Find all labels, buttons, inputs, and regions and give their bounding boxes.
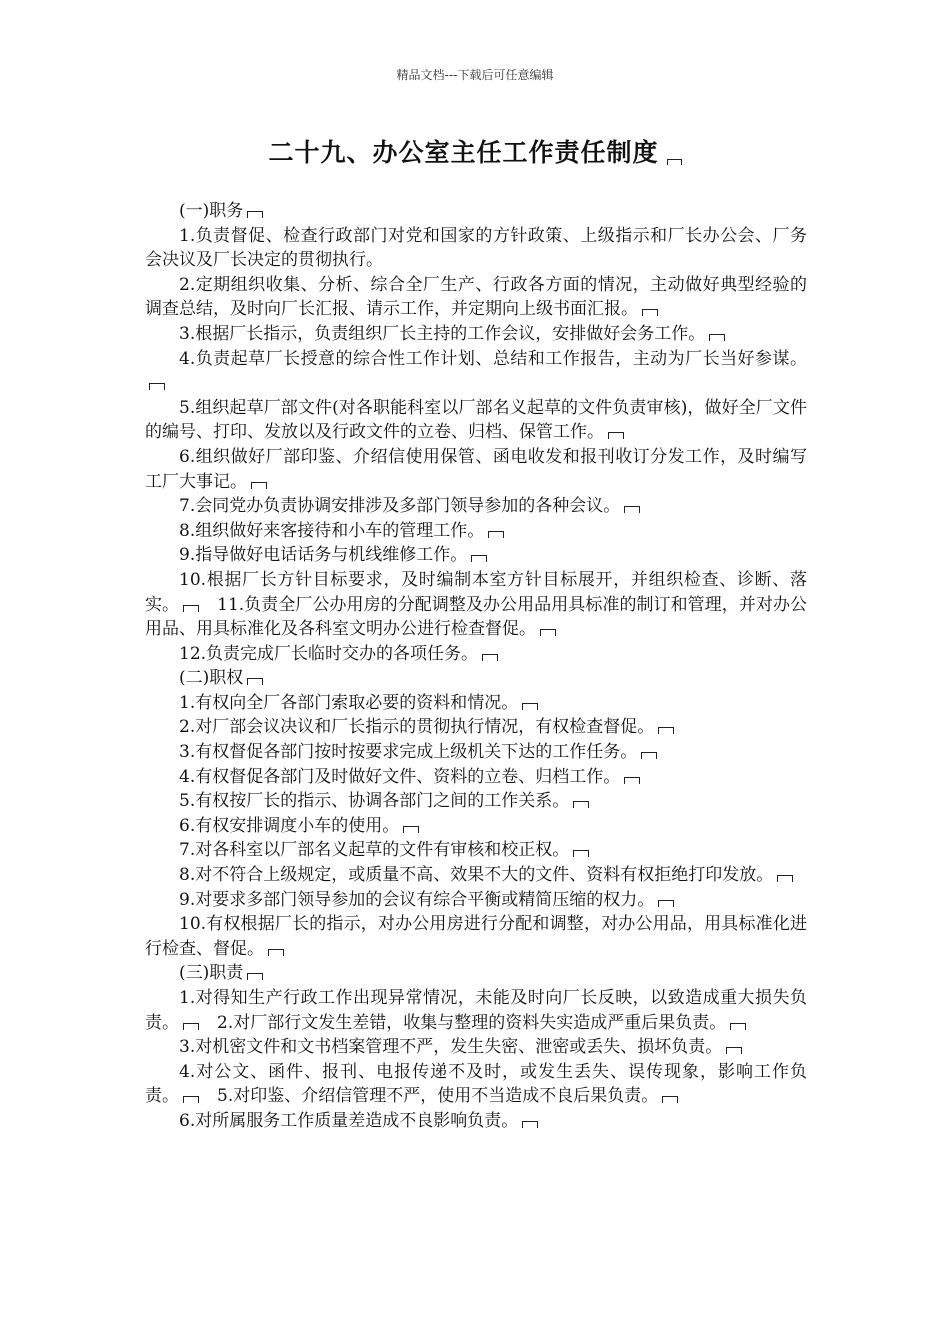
document-title: [0, 133, 950, 169]
paragraph: 1.对得知生产行政工作出现异常情况，未能及时向厂长反映，以致造成重大损失负责。 2.对厂部行文发生差错，收集与整理的资料失实造成严重后果负责。: [145, 988, 807, 1033]
paragraph-mark-icon: [573, 801, 589, 808]
paragraph-mark-icon: [482, 654, 498, 661]
paragraph-mark-icon: [608, 432, 624, 439]
paragraph: 9.对要求多部门领导参加的会议有综合平衡或精简压缩的权力。: [145, 888, 807, 913]
paragraph: 6.对所属服务工作质量差造成不良影响负责。: [145, 1109, 807, 1134]
paragraph-mark-icon: [573, 850, 589, 857]
paragraph: 4.负责起草厂长授意的综合性工作计划、总结和工作报告，主动为厂长当好参谋。: [145, 347, 807, 396]
paragraph: 12.负责完成厂长临时交办的各项任务。: [145, 642, 807, 667]
paragraph: 6.有权安排调度小车的使用。: [145, 814, 807, 839]
paragraph-mark-icon: [540, 629, 556, 636]
paragraph-mark-icon: [247, 211, 263, 218]
paragraph: 9.指导做好电话话务与机线维修工作。: [145, 543, 807, 568]
paragraph: 10.根据厂长方针目标要求，及时编制本室方针目标展开，并组织检查、诊断、落实。 11.负责全厂公办用房的分配调整及办公用品用具标准的制订和管理，并对办公用品、用具标准化及各科室文明办公进行检查督促。: [145, 569, 808, 640]
paragraph-mark-icon: [726, 1047, 742, 1054]
paragraph: 2.对厂部会议决议和厂长指示的贯彻执行情况，有权检查督促。: [145, 715, 807, 740]
paragraph-mark-icon: [522, 1121, 538, 1128]
paragraph: 7.对各科室以厂部名义起草的文件有审核和校正权。: [145, 838, 807, 863]
paragraph-mark-icon: [709, 334, 725, 341]
section-heading-duties: (一)职务: [145, 199, 807, 224]
paragraph: 3.对机密文件和文书档案管理不严，发生失密、泄密或丢失、损坏负责。: [145, 1035, 807, 1060]
paragraph-mark-icon: [403, 826, 419, 833]
paragraph-mark-icon: [777, 875, 793, 882]
paragraph-mark-icon: [183, 1096, 199, 1103]
paragraph-mark-icon: [471, 555, 487, 562]
paragraph: 8.组织做好来客接待和小车的管理工作。: [145, 519, 807, 544]
paragraph: 3.有权督促各部门按时按要求完成上级机关下达的工作任务。: [145, 740, 807, 765]
paragraph: 1.有权向全厂各部门索取必要的资料和情况。: [145, 691, 807, 716]
section-heading-responsibilities: (三)职责: [145, 961, 807, 986]
document-body: [145, 199, 807, 1134]
paragraph-mark-icon: [488, 531, 504, 538]
page-header: 精品文档---下载后可任意编辑: [396, 68, 554, 82]
paragraph: 4.对公文、函件、报刊、电报传递不及时，或发生丢失、误传现象，影响工作负责。 5.对印鉴、介绍信管理不严，使用不当造成不良后果负责。: [145, 1061, 807, 1107]
paragraph-mark-icon: [658, 900, 674, 907]
paragraph: 5.组织起草厂部文件(对各职能科室以厂部名义起草的文件负责审核)，做好全厂文件的编号、打印、发放以及行政文件的立卷、归档、保管工作。: [145, 397, 807, 443]
paragraph: 2.定期组织收集、分析、综合全厂生产、行政各方面的情况，主动做好典型经验的调查总结，及时向厂长汇报、请示工作，并定期向上级书面汇报。: [145, 274, 807, 320]
paragraph-mark-icon: [149, 383, 165, 390]
paragraph-mark-icon: [624, 506, 640, 513]
title-text: 二十九、办公室主任工作责任制度: [268, 138, 659, 167]
paragraph-mark-icon: [730, 1023, 746, 1030]
paragraph: 8.对不符合上级规定，或质量不高、效果不大的文件、资料有权拒绝打印发放。: [145, 863, 807, 888]
paragraph: 1.负责督促、检查行政部门对党和国家的方针政策、上级指示和厂长办公会、厂务会决议及厂长决定的贯彻执行。: [145, 225, 807, 271]
paragraph-mark-icon: [183, 1023, 199, 1030]
paragraph-mark-icon: [247, 973, 263, 980]
paragraph: 5.有权按厂长的指示、协调各部门之间的工作关系。: [145, 789, 807, 814]
paragraph-mark-icon: [624, 777, 640, 784]
paragraph: 6.组织做好厂部印鉴、介绍信使用保管、函电收发和报刊收订分发工作，及时编写工厂大事记。: [145, 446, 807, 492]
paragraph-mark-icon: [641, 752, 657, 759]
paragraph: 10.有权根据厂长的指示，对办公用房进行分配和调整，对办公用品，用具标准化进行检查、督促。: [145, 914, 807, 959]
paragraph-mark-icon: [183, 605, 199, 612]
paragraph: 4.有权督促各部门及时做好文件、资料的立卷、归档工作。: [145, 765, 807, 790]
paragraph-mark-icon: [522, 703, 538, 710]
paragraph: 3.根据厂长指示，负责组织厂长主持的工作会议，安排做好会务工作。: [145, 322, 807, 347]
paragraph-mark-icon: [642, 309, 658, 316]
section-heading-powers: (二)职权: [145, 666, 807, 691]
paragraph-mark-icon: [251, 482, 267, 489]
paragraph-mark-icon: [268, 949, 284, 956]
paragraph-mark-icon: [247, 678, 263, 685]
paragraph-mark-icon: [658, 727, 674, 734]
paragraph: 7.会同党办负责协调安排涉及多部门领导参加的各种会议。: [145, 494, 807, 519]
paragraph-mark-icon: [667, 159, 682, 165]
paragraph-mark-icon: [662, 1096, 678, 1103]
